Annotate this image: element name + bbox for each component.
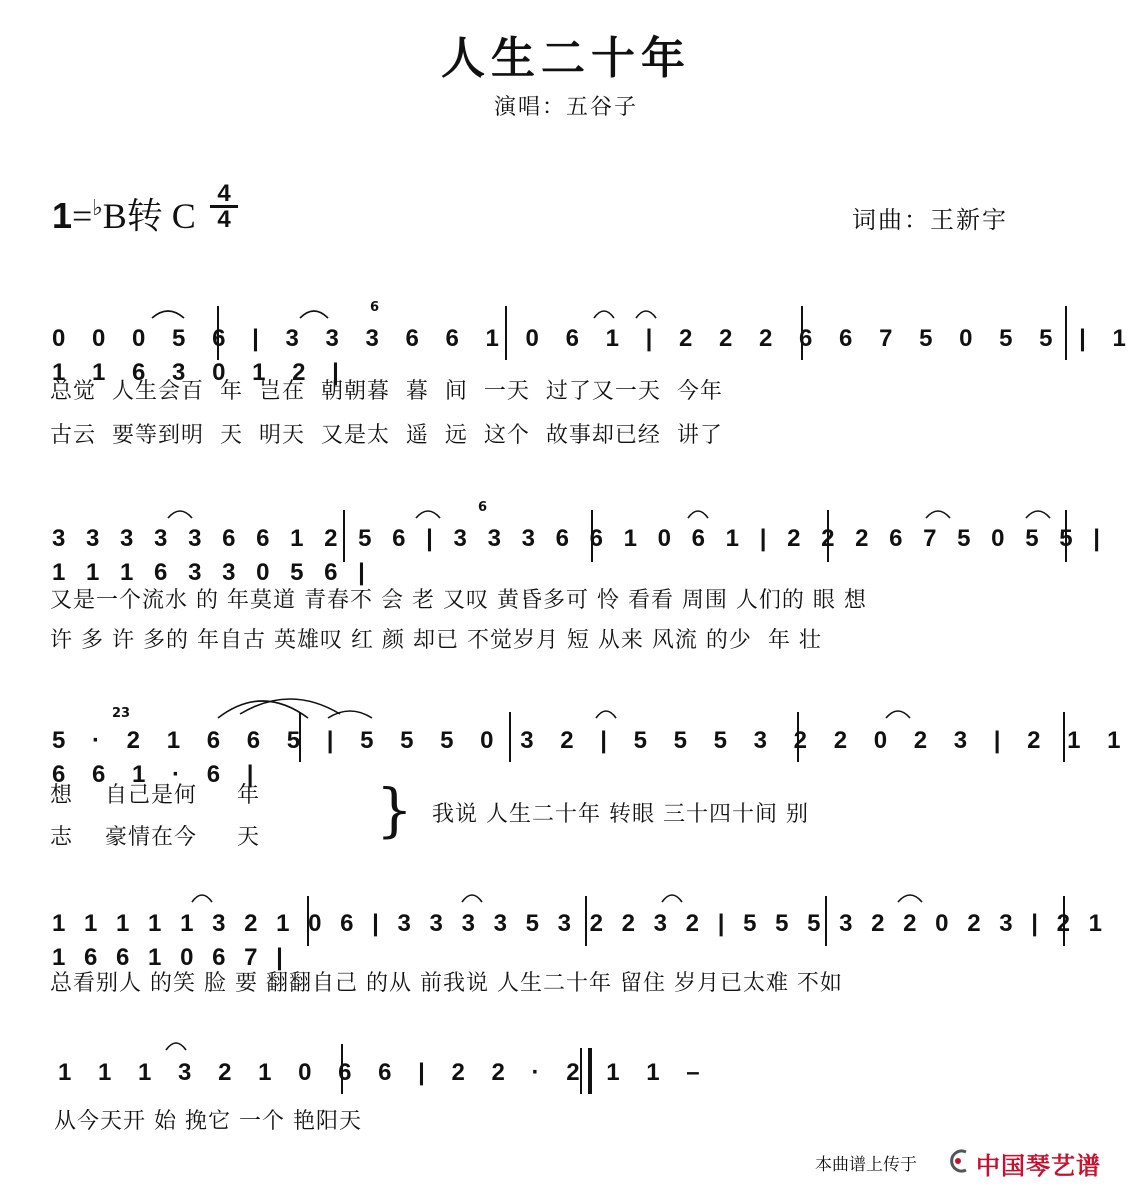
lyrics-verse-1: 又是一个流水 的 年莫道 青春不 会 老 又叹 黄昏多可 怜 看看 周围 人们的 眼 想 (50, 588, 867, 613)
grace-note-2: 6 (478, 500, 488, 515)
grace-note-3: 23 (112, 706, 131, 721)
notes-line: 1 1 1 3 2 1 0 6 6 | 2 2 · 2 1 1 – (58, 1059, 703, 1086)
lyrics-verse-1: 总看别人 的笑 脸 要 翻翻自己 的从 前我说 人生二十年 留住 岁月已太难 不如 (50, 971, 843, 996)
song-title: 人生二十年 (441, 33, 691, 84)
key-degree: 1 (52, 195, 73, 236)
site-logo-icon (946, 1148, 970, 1174)
time-sig-bottom: 4 (210, 205, 238, 231)
composer-credit: 词曲：王新宇 (852, 206, 1008, 234)
flat-sign: ♭ (92, 195, 103, 220)
lyrics-verse-2: 古云 要等到明 天 明天 又是太 遥 远 这个 故事却已经 讲了 (50, 423, 723, 448)
notes-line: 1 1 1 1 1 3 2 1 0 6 | 3 3 3 3 5 3 2 2 3 2 | 5 5 5 3 2 2 0 2 3 | 2 1 1 6 6 1 0 6 7 | (52, 910, 1104, 971)
key-change-text: B转 C (102, 196, 196, 236)
singer-credit: 演唱：五谷子 (493, 95, 638, 120)
upload-note: 本曲谱上传于 (815, 1155, 917, 1175)
lyrics-verse-2: 许 多 许 多的 年自古 英雄叹 红 颜 却已 不觉岁月 短 从来 风流 的少 年 壮 (50, 628, 822, 653)
lyrics-verse-1: 从今天开 始 挽它 一个 艳阳天 (54, 1109, 362, 1134)
notes-line: 5 · 2 1 6 6 5 | 5 5 5 0 3 2 | 5 5 5 3 2 2 0 2 3 | 2 1 1 6 6 1 · 6 | (52, 727, 1124, 788)
lyrics-verse-1: 总觉 人生会百 年 岂在 朝朝暮 暮 间 一天 过了又一天 今年 (50, 379, 723, 404)
site-logo-text[interactable]: 中国琴艺谱 (976, 1151, 1101, 1180)
verse-brace: } (376, 776, 413, 844)
lyrics-verse-2: 志 豪情在今 天 (50, 825, 260, 850)
lyrics-verse-1: 想 自己是何 年 (50, 783, 260, 808)
notes-line: 0 0 0 5 6 | 3 3 3 6 6 1 0 6 1 | 2 2 2 6 6 7 5 0 5 5 | 1 1 1 6 3 0 1 2 | (52, 325, 1129, 386)
grace-note-1: 6 (370, 300, 380, 315)
lyrics-merged: 我说 人生二十年 转眼 三十四十间 别 (432, 802, 809, 827)
time-sig-top: 4 (217, 180, 231, 207)
notes-line: 3 3 3 3 3 6 6 1 2 5 6 | 3 3 3 6 6 1 0 6 1 | 2 2 2 6 7 5 0 5 5 | 1 1 1 6 3 3 0 5 6 | (52, 525, 1102, 586)
key-equals: = (72, 196, 93, 236)
